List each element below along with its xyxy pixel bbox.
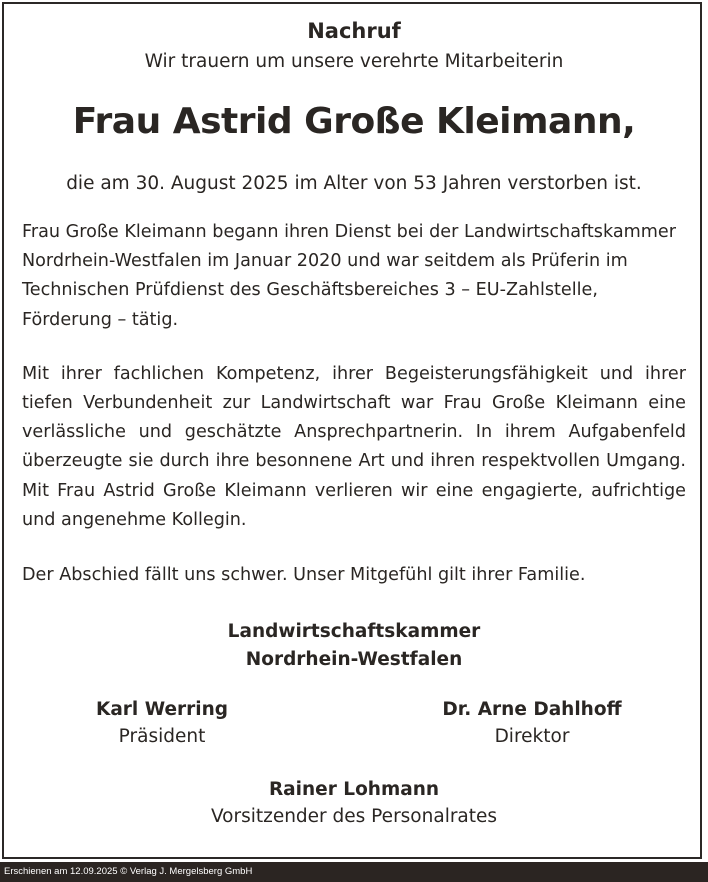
paragraph-condolence: Der Abschied fällt uns schwer. Unser Mitgefühl gilt ihrer Familie.: [22, 565, 586, 586]
paragraph-career: Frau Große Kleimann begann ihren Dienst bei der Landwirtschaftskammer Nordrhein-Westfalen im Januar 2020 und war seitdem als Prüferin im Technischen Prüfdienst des Geschäftsbereiches 3 – EU-Zahlstelle, Förderung – tätig.: [22, 222, 676, 330]
deceased-name: Frau Astrid Große Kleimann,: [72, 101, 636, 142]
signatory-role: Direktor: [494, 726, 570, 748]
organization-region: Nordrhein-Westfalen: [245, 649, 463, 671]
signatory-president: [22, 696, 302, 750]
signatory-row: [22, 696, 686, 756]
organization-block: [22, 618, 686, 674]
notice-heading: Nachruf: [307, 19, 401, 43]
organization-name: Landwirtschaftskammer: [227, 621, 481, 643]
signatory-director: [392, 696, 672, 750]
signatory-name: Rainer Lohmann: [268, 779, 440, 801]
obituary-notice: [22, 16, 686, 830]
paragraph-tribute: Mit ihrer fachlichen Kompetenz, ihrer Begeisterungsfähigkeit und ihrer tiefen Verbundenheit zur Landwirtschaft war Frau Große Kleimann eine verlässliche und geschätzte Ansprechpartnerin. In ihrem Aufgabenfeld überzeugte sie durch ihre besonnene Art und ihren respektvollen Umgang. Mit Frau Astrid Große Kleimann verlieren wir eine engagierte, aufrichtige und angenehme Kollegin.: [22, 363, 686, 530]
signatory-name: Karl Werring: [95, 699, 229, 721]
signatory-staff-council: [22, 776, 686, 830]
signatory-role: Präsident: [118, 726, 206, 748]
signatory-name: Dr. Arne Dahlhoff: [442, 699, 622, 721]
intro-line: Wir trauern um unsere verehrte Mitarbeiterin: [144, 51, 564, 72]
signatory-role: Vorsitzender des Personalrates: [210, 806, 498, 828]
death-date-line: die am 30. August 2025 im Alter von 53 Jahren verstorben ist.: [66, 173, 642, 194]
publication-footer: Erschienen am 12.09.2025 © Verlag J. Mergelsberg GmbH: [0, 862, 708, 882]
